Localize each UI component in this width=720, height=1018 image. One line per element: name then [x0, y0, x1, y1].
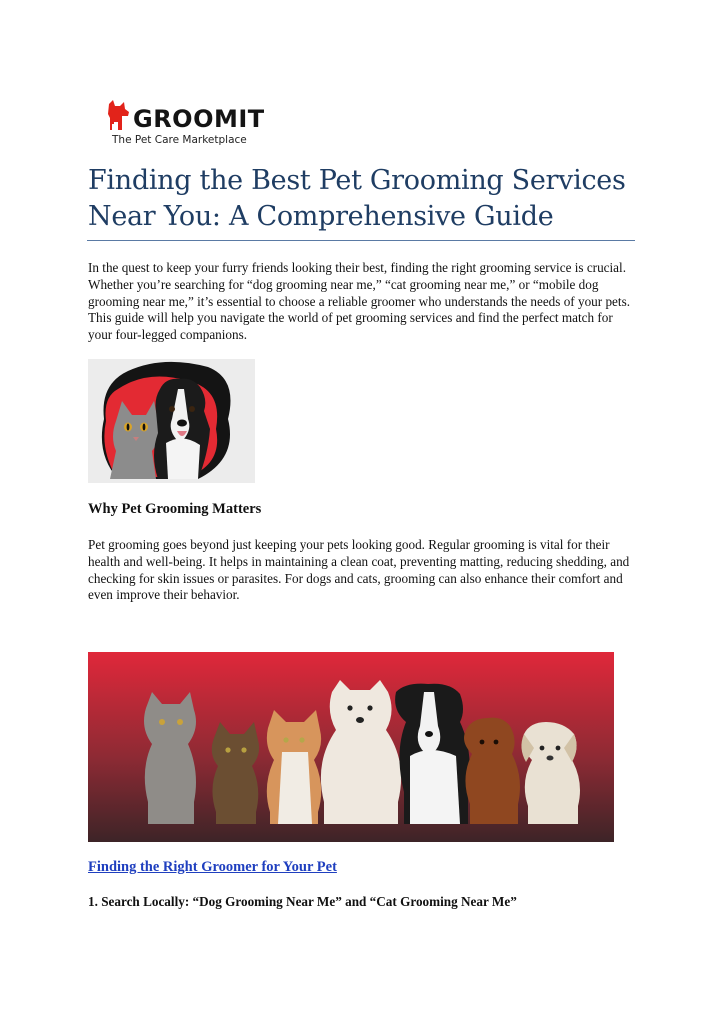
- groomit-logo: [106, 100, 266, 150]
- article-title: Finding the Best Pet Grooming Services Near You: A Comprehensive Guide: [88, 165, 626, 232]
- why-grooming-paragraph: Pet grooming goes beyond just keeping your pets looking good. Regular grooming is vital for their health and well-being. It helps in maintaining a clean coat, preventing matting, reducing shedding, and checking for skin issues or parasites. For dogs and cats, grooming can also enhance their comfort and even improve their behavior.: [88, 537, 630, 603]
- brand-tagline: The Pet Care Marketplace: [112, 134, 247, 146]
- section-heading-why-grooming: Why Pet Grooming Matters: [88, 501, 262, 517]
- title-divider: [87, 240, 635, 241]
- search-locally-heading: 1. Search Locally: “Dog Grooming Near Me” and “Cat Grooming Near Me”: [88, 894, 517, 909]
- brand-name: GROOMIT: [133, 105, 265, 133]
- intro-paragraph: In the quest to keep your furry friends looking their best, finding the right grooming service is crucial. Whether you’re searching for “dog grooming near me,” “cat grooming near me,” or “mobile dog grooming near me,” it’s essential to choose a reliable groomer who understands the needs of your pets. This guide will help you navigate the world of pet grooming services and find the perfect match for your four-legged companions.: [88, 260, 631, 343]
- finding-groomer-link[interactable]: Finding the Right Groomer for Your Pet: [88, 859, 337, 875]
- pets-lineup-banner: [88, 652, 614, 842]
- dog-logo-icon: [106, 100, 132, 134]
- cat-and-dog-image: [88, 359, 255, 483]
